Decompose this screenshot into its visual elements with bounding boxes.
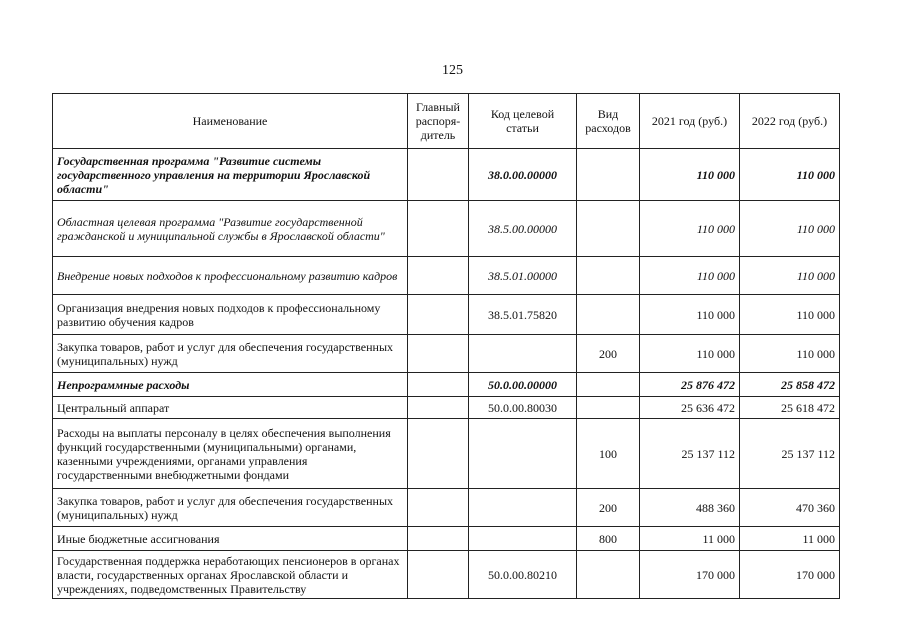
cell-name: Центральный аппарат	[53, 397, 408, 419]
cell-y2021: 110 000	[640, 257, 740, 295]
table-row	[53, 257, 840, 295]
cell-y2021: 11 000	[640, 527, 740, 551]
cell-kind	[577, 397, 640, 419]
cell-manager	[408, 551, 469, 599]
cell-y2021: 110 000	[640, 295, 740, 335]
cell-code: 38.5.00.00000	[469, 201, 577, 257]
cell-code: 38.5.01.00000	[469, 257, 577, 295]
cell-name: Областная целевая программа "Развитие государственной гражданской и муниципальной службы в Ярославской области"	[53, 201, 408, 257]
header-2021: 2021 год (руб.)	[640, 94, 740, 149]
cell-y2022: 110 000	[740, 201, 840, 257]
cell-manager	[408, 419, 469, 489]
table-row	[53, 149, 840, 201]
budget-table	[52, 93, 840, 599]
cell-kind	[577, 149, 640, 201]
cell-name: Государственная поддержка неработающих пенсионеров в органах власти, государственных органах Ярославской области и учреждениях, подведомственных Правительству	[53, 551, 408, 599]
cell-y2021: 110 000	[640, 149, 740, 201]
header-code: Код целевой статьи	[469, 94, 577, 149]
cell-name: Закупка товаров, работ и услуг для обеспечения государственных (муниципальных) нужд	[53, 489, 408, 527]
cell-code: 38.5.01.75820	[469, 295, 577, 335]
table-row	[53, 419, 840, 489]
table-row	[53, 335, 840, 373]
table-row	[53, 551, 840, 599]
cell-code	[469, 335, 577, 373]
header-manager: Главный распоря-дитель	[408, 94, 469, 149]
cell-code: 38.0.00.00000	[469, 149, 577, 201]
cell-manager	[408, 257, 469, 295]
table-row	[53, 295, 840, 335]
cell-y2021: 25 137 112	[640, 419, 740, 489]
cell-kind: 100	[577, 419, 640, 489]
header-kind: Вид расходов	[577, 94, 640, 149]
cell-manager	[408, 201, 469, 257]
cell-y2021: 110 000	[640, 201, 740, 257]
cell-kind	[577, 295, 640, 335]
cell-y2022: 25 137 112	[740, 419, 840, 489]
cell-manager	[408, 489, 469, 527]
cell-y2022: 470 360	[740, 489, 840, 527]
cell-kind	[577, 257, 640, 295]
cell-kind	[577, 551, 640, 599]
cell-code	[469, 419, 577, 489]
cell-code: 50.0.00.00000	[469, 373, 577, 397]
table-row	[53, 373, 840, 397]
cell-y2021: 170 000	[640, 551, 740, 599]
cell-y2022: 25 858 472	[740, 373, 840, 397]
cell-y2021: 110 000	[640, 335, 740, 373]
cell-y2022: 110 000	[740, 257, 840, 295]
cell-code	[469, 489, 577, 527]
cell-y2021: 488 360	[640, 489, 740, 527]
cell-manager	[408, 397, 469, 419]
cell-name: Иные бюджетные ассигнования	[53, 527, 408, 551]
cell-name: Организация внедрения новых подходов к профессиональному развитию обучения кадров	[53, 295, 408, 335]
table-row	[53, 489, 840, 527]
cell-kind: 800	[577, 527, 640, 551]
cell-y2022: 110 000	[740, 295, 840, 335]
cell-y2022: 25 618 472	[740, 397, 840, 419]
cell-kind	[577, 373, 640, 397]
cell-y2022: 110 000	[740, 335, 840, 373]
cell-manager	[408, 527, 469, 551]
cell-manager	[408, 149, 469, 201]
cell-manager	[408, 373, 469, 397]
cell-y2022: 170 000	[740, 551, 840, 599]
header-row	[53, 94, 840, 149]
cell-y2022: 110 000	[740, 149, 840, 201]
table-row	[53, 201, 840, 257]
cell-code	[469, 527, 577, 551]
cell-name: Непрограммные расходы	[53, 373, 408, 397]
table-row	[53, 397, 840, 419]
header-name: Наименование	[53, 94, 408, 149]
cell-name: Внедрение новых подходов к профессиональному развитию кадров	[53, 257, 408, 295]
cell-name: Государственная программа "Развитие системы государственного управления на территории Ярославской области"	[53, 149, 408, 201]
cell-y2021: 25 876 472	[640, 373, 740, 397]
cell-name: Расходы на выплаты персоналу в целях обеспечения выполнения функций государственными (муниципальными) органами, казенными учреждениями, органами управления государственными внебюджетными фондами	[53, 419, 408, 489]
cell-manager	[408, 295, 469, 335]
page-number: 125	[442, 63, 463, 78]
cell-y2021: 25 636 472	[640, 397, 740, 419]
cell-code: 50.0.00.80030	[469, 397, 577, 419]
cell-y2022: 11 000	[740, 527, 840, 551]
cell-manager	[408, 335, 469, 373]
cell-code: 50.0.00.80210	[469, 551, 577, 599]
cell-kind	[577, 201, 640, 257]
table-row	[53, 527, 840, 551]
cell-kind: 200	[577, 335, 640, 373]
cell-name: Закупка товаров, работ и услуг для обеспечения государственных (муниципальных) нужд	[53, 335, 408, 373]
header-2022: 2022 год (руб.)	[740, 94, 840, 149]
cell-kind: 200	[577, 489, 640, 527]
